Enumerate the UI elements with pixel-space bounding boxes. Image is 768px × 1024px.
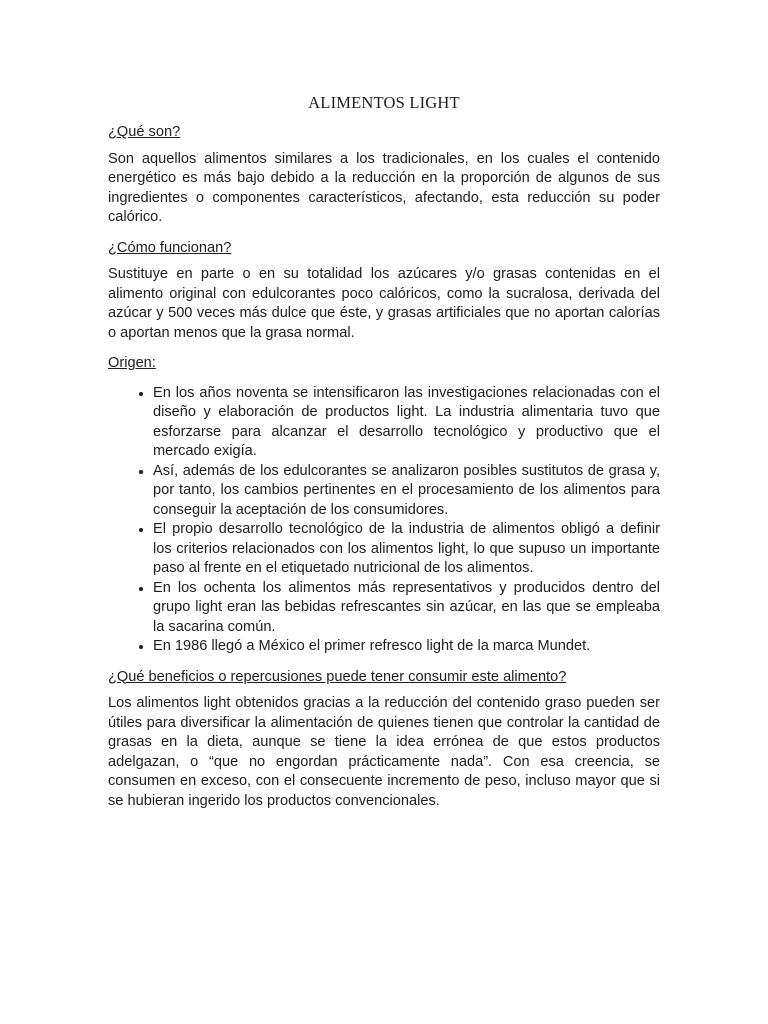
document-title: ALIMENTOS LIGHT: [308, 93, 460, 112]
section-paragraph-como-funcionan: Sustituye en parte o en su totalidad los azúcares y/o grasas contenidas en el alimento original con edulcorantes poco calóricos, como la sucralosa, derivada del azúcar y 500 veces más dulce que éste, y grasas artificiales que no aportan calorías o aportan menos que la grasa normal.: [108, 266, 660, 341]
section-heading-que-son: ¿Qué son?: [108, 124, 181, 140]
section-paragraph-beneficios: Los alimentos light obtenidos gracias a la reducción del contenido graso pueden ser útiles para diversificar la alimentación de quienes tienen que controlar la cantidad de grasas en la dieta, aunque se tiene la idea errónea de que estos productos adelgazan, o “que no engordan prácticamente nada”. Con esa creencia, se consumen en exceso, con el consecuente incremento de peso, incluso mayor que si se hubieran ingerido los productos convencionales.: [108, 695, 660, 809]
list-item: • En 1986 llegó a México el primer refresco light de la marca Mundet.: [153, 637, 660, 657]
origen-bullet-list: [108, 384, 660, 657]
list-item: • El propio desarrollo tecnológico de la industria de alimentos obligó a definir los criterios relacionados con los alimentos light, lo que supuso un importante paso al frente en el etiquetado nutricional de los alimentos.: [153, 520, 660, 579]
section-heading-beneficios: ¿Qué beneficios o repercusiones puede tener consumir este alimento?: [108, 668, 567, 685]
document-page: [108, 92, 660, 822]
section-paragraph-que-son: Son aquellos alimentos similares a los tradicionales, en los cuales el contenido energético es más bajo debido a la reducción en la proporción de algunos de sus ingredientes o componentes característicos, afectando, esta reducción su poder calórico.: [108, 150, 660, 225]
section-heading-como-funcionan: ¿Cómo funcionan?: [108, 239, 232, 256]
list-item: • Así, además de los edulcorantes se analizaron posibles sustitutos de grasa y, por tanto, los cambios pertinentes en el procesamiento de los alimentos para conseguir la aceptación de los consumidores.: [153, 462, 660, 521]
list-item: • En los años noventa se intensificaron las investigaciones relacionadas con el diseño y elaboración de productos light. La industria alimentaria tuvo que esforzarse para alcanzar el desarrollo tecnológico y productivo que el mercado exigía.: [153, 384, 660, 462]
list-item: • En los ochenta los alimentos más representativos y producidos dentro del grupo light eran las bebidas refrescantes sin azúcar, en las que se empleaba la sacarina común.: [153, 579, 660, 638]
section-heading-origen: Origen:: [108, 355, 156, 371]
